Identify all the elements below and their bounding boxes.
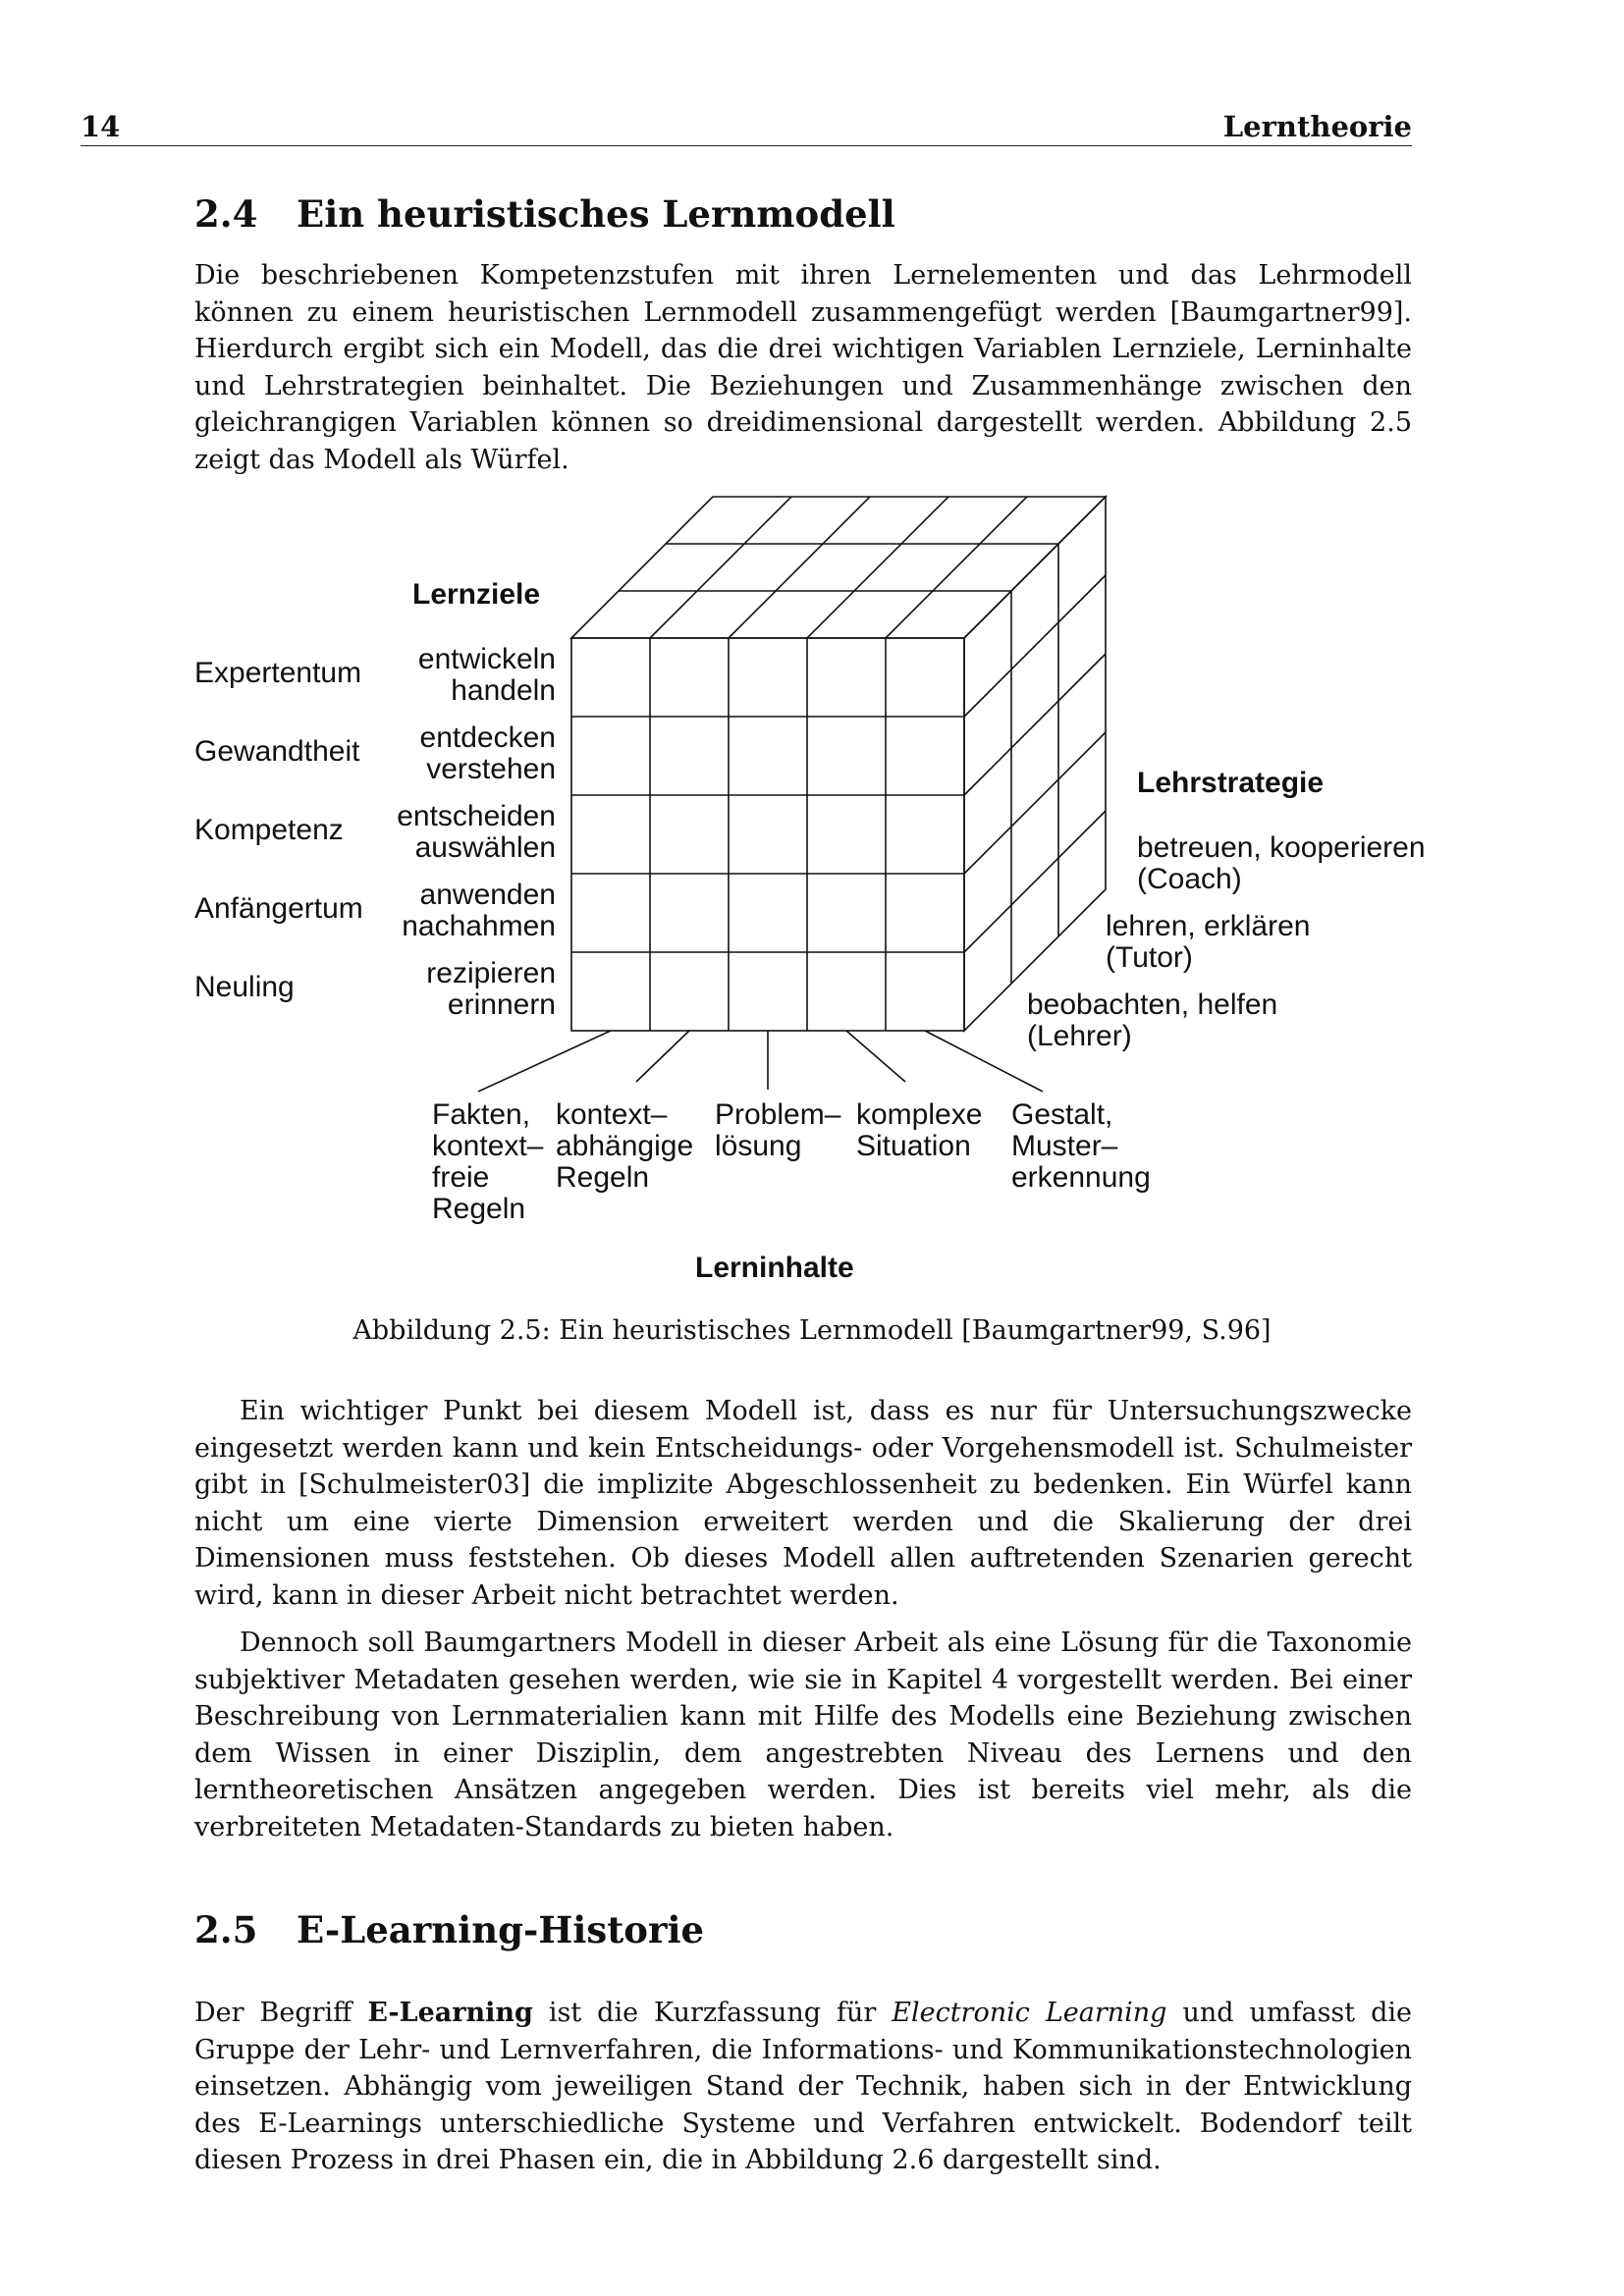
level-expertentum: Expertentum <box>194 657 362 689</box>
section-title: E-Learning-Historie <box>297 1908 705 1951</box>
body-paragraph-1: Ein wichtiger Punkt bei diesem Modell ist, dass es nur für Untersuchungszwecke eingesetzt werden kann und kein Entscheidungs- oder Vorgehensmodell ist. Schulmeister gibt in [Schulmeister03] die implizite Abgeschlossenheit zu bedenken. Ein Würfel kann nicht um eine vierte Dimension erweitert werden und die Skalierung der drei Dimensionen muss feststehen. Ob dieses Modell allen auftretenden Szenarien gerecht wird, kann in dieser Arbeit nicht betrachtet werden. <box>194 1396 1412 1611</box>
lernziel-row-5 <box>373 958 556 1021</box>
lernziel-line: entdecken <box>419 721 556 754</box>
lerninhalt-line: kontext– <box>432 1130 544 1162</box>
lerninhalt-line: Problem– <box>715 1098 841 1131</box>
lehrstrategie-line: lehren, erklären <box>1106 910 1311 942</box>
lerninhalt-line: Fakten, <box>432 1098 531 1131</box>
lernziel-row-3 <box>373 801 556 864</box>
lernziel-line: anwenden <box>419 879 556 911</box>
section-number: 2.5 <box>194 1908 258 1951</box>
lerninhalt-line: freie <box>432 1161 490 1194</box>
lehrstrategie-line: beobachten, helfen <box>1027 988 1278 1021</box>
lerninhalt-line: abhängige <box>556 1130 694 1162</box>
level-kompetenz: Kompetenz <box>194 814 344 846</box>
lerninhalt-line: komplexe <box>856 1098 983 1131</box>
lerninhalt-line: lösung <box>715 1130 802 1162</box>
section-heading-2-4 <box>194 192 895 236</box>
text-span: ist die Kurzfassung für <box>532 1998 893 2028</box>
lehrstrategie-lehrer <box>1027 989 1277 1052</box>
page-number: 14 <box>81 110 121 143</box>
section-heading-2-5 <box>194 1908 704 1951</box>
lerninhalt-line: kontext– <box>556 1098 668 1131</box>
level-gewandtheit: Gewandtheit <box>194 735 360 768</box>
lehrstrategie-line: (Coach) <box>1137 863 1242 895</box>
lernziel-line: nachahmen <box>402 910 556 942</box>
running-header <box>81 106 1412 146</box>
lerninhalt-line: Gestalt, <box>1011 1098 1113 1131</box>
lerninhalt-line: erkennung <box>1011 1161 1151 1194</box>
lernziel-line: handeln <box>451 674 556 707</box>
lerninhalt-komplexe-situation <box>856 1099 982 1162</box>
lerninhalte-title: Lerninhalte <box>695 1252 854 1284</box>
lernziel-row-1 <box>373 644 556 707</box>
lerninhalt-fakten <box>432 1099 543 1225</box>
level-neuling: Neuling <box>194 971 295 1003</box>
section-number: 2.4 <box>194 192 258 236</box>
cube-front-face <box>571 638 964 1031</box>
italic-term: Electronic Learning <box>892 1998 1167 2028</box>
figure-caption: Abbildung 2.5: Ein heuristisches Lernmodell [Baumgartner99, S.96] <box>352 1315 1272 1346</box>
lerninhalt-problemloesung <box>715 1099 840 1162</box>
lerninhalt-kontextabhaengig <box>556 1099 693 1194</box>
lernziel-line: erinnern <box>447 988 556 1021</box>
body-paragraph-2: Dennoch soll Baumgartners Modell in dieser Arbeit als eine Lösung für die Taxonomie subjektiver Metadaten gesehen werden, wie sie in Kapitel 4 vorgestellt werden. Bei einer Beschreibung von Lernmaterialien kann mit Hilfe des Modells eine Beziehung zwischen dem Wissen in einer Disziplin, dem angestrebten Niveau des Lernens und den lerntheoretischen Ansätzen angegeben werden. Dies ist bereits viel mehr, als die verbreiteten Metadaten-Standards zu bieten haben. <box>194 1628 1412 1842</box>
figure-lernmodell <box>0 481 1624 1286</box>
lerninhalt-gestalt <box>1011 1099 1151 1194</box>
lernziel-line: auswählen <box>414 831 556 864</box>
lernziel-line: verstehen <box>426 753 556 785</box>
lehrstrategie-line: betreuen, kooperieren <box>1137 831 1426 864</box>
lernziel-row-4 <box>373 880 556 942</box>
cube-right-face <box>964 497 1106 1031</box>
lehrstrategie-title: Lehrstrategie <box>1137 767 1325 799</box>
lernziel-line: entwickeln <box>417 643 556 675</box>
lernziel-row-2 <box>373 722 556 785</box>
intro-paragraph: Die beschriebenen Kompetenzstufen mit ihren Lernelementen und das Lehrmodell können zu einem heuristischen Lernmodell zusammengefügt werden [Baumgartner99]. Hierdurch ergibt sich ein Modell, das die drei wichtigen Variablen Lernziele, Lerninhalte und Lehrstrategien beinhaltet. Die Beziehungen und Zusammenhänge zwischen den gleichrangigen Variablen können so dreidimensional dargestellt werden. Abbildung 2.5 zeigt das Modell als Würfel. <box>194 260 1412 475</box>
lehrstrategie-line: (Tutor) <box>1106 941 1193 974</box>
elearning-paragraph <box>194 1995 1412 2179</box>
text-span: Der Begriff <box>194 1998 368 2028</box>
lehrstrategie-tutor <box>1106 911 1310 974</box>
lernziel-line: entscheiden <box>397 800 556 832</box>
lerninhalt-line: Regeln <box>432 1193 526 1225</box>
lehrstrategie-line: (Lehrer) <box>1027 1020 1132 1052</box>
section-title: Ein heuristisches Lernmodell <box>297 192 895 236</box>
text-span: und umfasst die Gruppe der Lehr- und Lernverfahren, die Informations- und Kommunikationstechnologien einsetzen. Abhängig vom jeweiligen Stand der Technik, haben sich in der Entwicklung des E-Learnings unterschiedliche Systeme und Verfahren entwickelt. Bodendorf teilt diesen Prozess in drei Phasen ein, die in Abbildung 2.6 dargestellt sind. <box>194 1998 1413 2175</box>
lerninhalt-line: Muster– <box>1011 1130 1118 1162</box>
bold-term: E-Learning <box>367 1998 533 2028</box>
lernziel-line: rezipieren <box>426 957 556 989</box>
lernziele-title: Lernziele <box>412 578 541 611</box>
lerninhalt-line: Situation <box>856 1130 971 1162</box>
cube-top-face <box>571 497 1106 638</box>
chapter-title: Lerntheorie <box>1222 110 1412 143</box>
lerninhalt-line: Regeln <box>556 1161 650 1194</box>
lehrstrategie-coach <box>1137 832 1426 895</box>
level-anfaengertum: Anfängertum <box>194 892 363 925</box>
